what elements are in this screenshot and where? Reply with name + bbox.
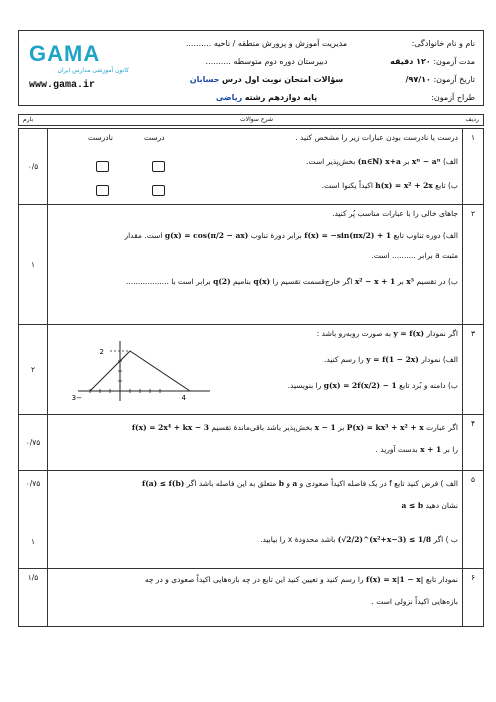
header-school: دبیرستان دوره دوم متوسطه .......... bbox=[205, 57, 328, 66]
table-header bbox=[18, 114, 484, 126]
question-number: ۵ bbox=[463, 471, 484, 569]
header-exam-title: سؤالات امتحان نوبت اول درس حسابان bbox=[189, 75, 344, 84]
peak-label: 2 bbox=[99, 348, 104, 356]
exam-date: تاریخ آزمون: ۹۷/۱۰/ bbox=[405, 75, 475, 84]
q2-intro: جاهای خالی را با عبارات مناسب پُر کنید. bbox=[332, 209, 458, 218]
q1a-false-checkbox[interactable] bbox=[96, 161, 109, 172]
exam-header bbox=[18, 30, 484, 106]
header-grade: پایه دوازدهم رشته ریاضی bbox=[215, 93, 318, 102]
course-name: حسابان bbox=[189, 75, 220, 84]
q5-score-b: ۱ bbox=[30, 537, 36, 546]
q5-part-a: الف ) فرض کنید تابع f در یک فاصله اکیداً صعودی و a و b متعلق به این فاصله باشد اگر f(a) ≤ f(b) bbox=[141, 479, 458, 488]
question-score bbox=[19, 471, 48, 569]
q3-intro: اگر نمودار y = f(x) به صورت روبه‌رو باشد : bbox=[316, 329, 458, 338]
true-label: درست bbox=[144, 133, 165, 142]
q1a-true-checkbox[interactable] bbox=[152, 161, 165, 172]
logo-subtitle: کانون آموزشی مدارس ایران bbox=[57, 67, 129, 74]
col-questions: شرح سوالات bbox=[240, 116, 273, 123]
header-right bbox=[365, 35, 475, 107]
question-body bbox=[48, 325, 463, 415]
q2-part-b: ب) در تقسیم x⁵ بر x² − x + 1 اگر خارج‌قسمت تقسیم را q(x) بنامیم q(2) برابر است با .................. bbox=[125, 277, 458, 286]
question-body bbox=[48, 569, 463, 627]
question-number: ۶ bbox=[463, 569, 484, 627]
question-score: ۲ bbox=[19, 325, 48, 415]
question-score: ۰/۷۵ bbox=[19, 415, 48, 471]
question-score: ۱/۵ bbox=[19, 569, 48, 627]
header-district: مدیریت آموزش و پرورش منطقه / ناحیه .......... bbox=[185, 39, 348, 48]
duration: مدت آزمون: ۱۲۰ دقیقه bbox=[390, 57, 475, 66]
header-middle bbox=[164, 35, 369, 107]
q4-line-2: را بر x + 1 بدست آورید . bbox=[375, 445, 458, 454]
q5-part-a-cont: نشان دهید a ≤ b bbox=[401, 501, 458, 510]
q1b-true-checkbox[interactable] bbox=[152, 185, 165, 196]
axis-ticks bbox=[90, 361, 160, 393]
question-row bbox=[19, 325, 484, 415]
designer-label: طراح آزمون: bbox=[431, 93, 475, 102]
q1-part-b: ب) تابع h(x) = x² + 2x اکیداً یکنوا است. bbox=[321, 181, 458, 190]
question-number: ۱ bbox=[463, 129, 484, 205]
question-number: ۲ bbox=[463, 205, 484, 325]
question-score: ۰/۵ bbox=[19, 129, 48, 205]
questions-table bbox=[18, 128, 484, 627]
question-row bbox=[19, 569, 484, 627]
question-row bbox=[19, 471, 484, 569]
q5-score-a: ۰/۷۵ bbox=[25, 479, 41, 488]
gama-logo bbox=[29, 41, 129, 91]
q1b-false-checkbox[interactable] bbox=[96, 185, 109, 196]
graph-curve bbox=[90, 351, 190, 391]
q5-part-b: ب ) اگر (√2/2)^(x²+x−3) ≤ 1/8 باشد محدودهٔ x را بیابید. bbox=[260, 535, 458, 544]
q2-part-a: الف) دوره تناوب تابع f(x) = −sin(πx/2) + 1 برابر دورهٔ تناوب g(x) = cos(π/2 − ax) است. مقدار bbox=[124, 231, 458, 240]
field-name: ریاضی bbox=[215, 93, 243, 102]
function-graph bbox=[71, 337, 214, 405]
q2-part-a-cont: مثبت a برابر .......... است. bbox=[371, 251, 458, 260]
false-label: نادرست bbox=[88, 133, 113, 142]
q4-line-1: اگر عبارت P(x) = kx³ + x² + x بر x − 1 بخش‌پذیر باشد باقی‌ماندهٔ تقسیم f(x) = 2x⁴ + kx − 3 bbox=[131, 423, 458, 432]
q3-part-a: الف) نمودار y = f(1 − 2x) را رسم کنید. bbox=[324, 355, 458, 364]
student-name-label: نام و نام خانوادگی: bbox=[411, 39, 475, 48]
col-row: ردیف bbox=[465, 116, 479, 123]
question-body bbox=[48, 471, 463, 569]
question-body bbox=[48, 129, 463, 205]
question-row bbox=[19, 415, 484, 471]
col-score: بارم bbox=[23, 116, 34, 123]
q6-line-2: بازه‌هایی اکیداً نزولی است . bbox=[371, 597, 458, 606]
q1-part-a: الف) xⁿ − aⁿ بر (n∈ℕ) x+a بخش‌پذیر است. bbox=[306, 157, 458, 166]
question-row bbox=[19, 129, 484, 205]
question-number: ۳ bbox=[463, 325, 484, 415]
question-score: ۱ bbox=[19, 205, 48, 325]
logo-text: GAMA bbox=[29, 41, 101, 66]
q1-intro: درست یا نادرست بودن عبارات زیر را مشخص کنید . bbox=[295, 133, 458, 142]
question-row bbox=[19, 205, 484, 325]
xmax-label: 4 bbox=[181, 394, 186, 402]
q6-line-1: نمودار تابع f(x) = x|1 − x| را رسم کنید و تعیین کنید این تابع در چه بازه‌هایی اکیداً صعودی و در چه bbox=[144, 575, 458, 584]
question-number: ۴ bbox=[463, 415, 484, 471]
xmin-label: −3 bbox=[71, 394, 82, 402]
q3-part-b: ب) دامنه و بُرد تابع g(x) = 2f(x/2) − 1 را بنویسید. bbox=[287, 381, 458, 390]
site-url[interactable]: www.gama.ir bbox=[29, 80, 96, 91]
question-body bbox=[48, 415, 463, 471]
question-body bbox=[48, 205, 463, 325]
